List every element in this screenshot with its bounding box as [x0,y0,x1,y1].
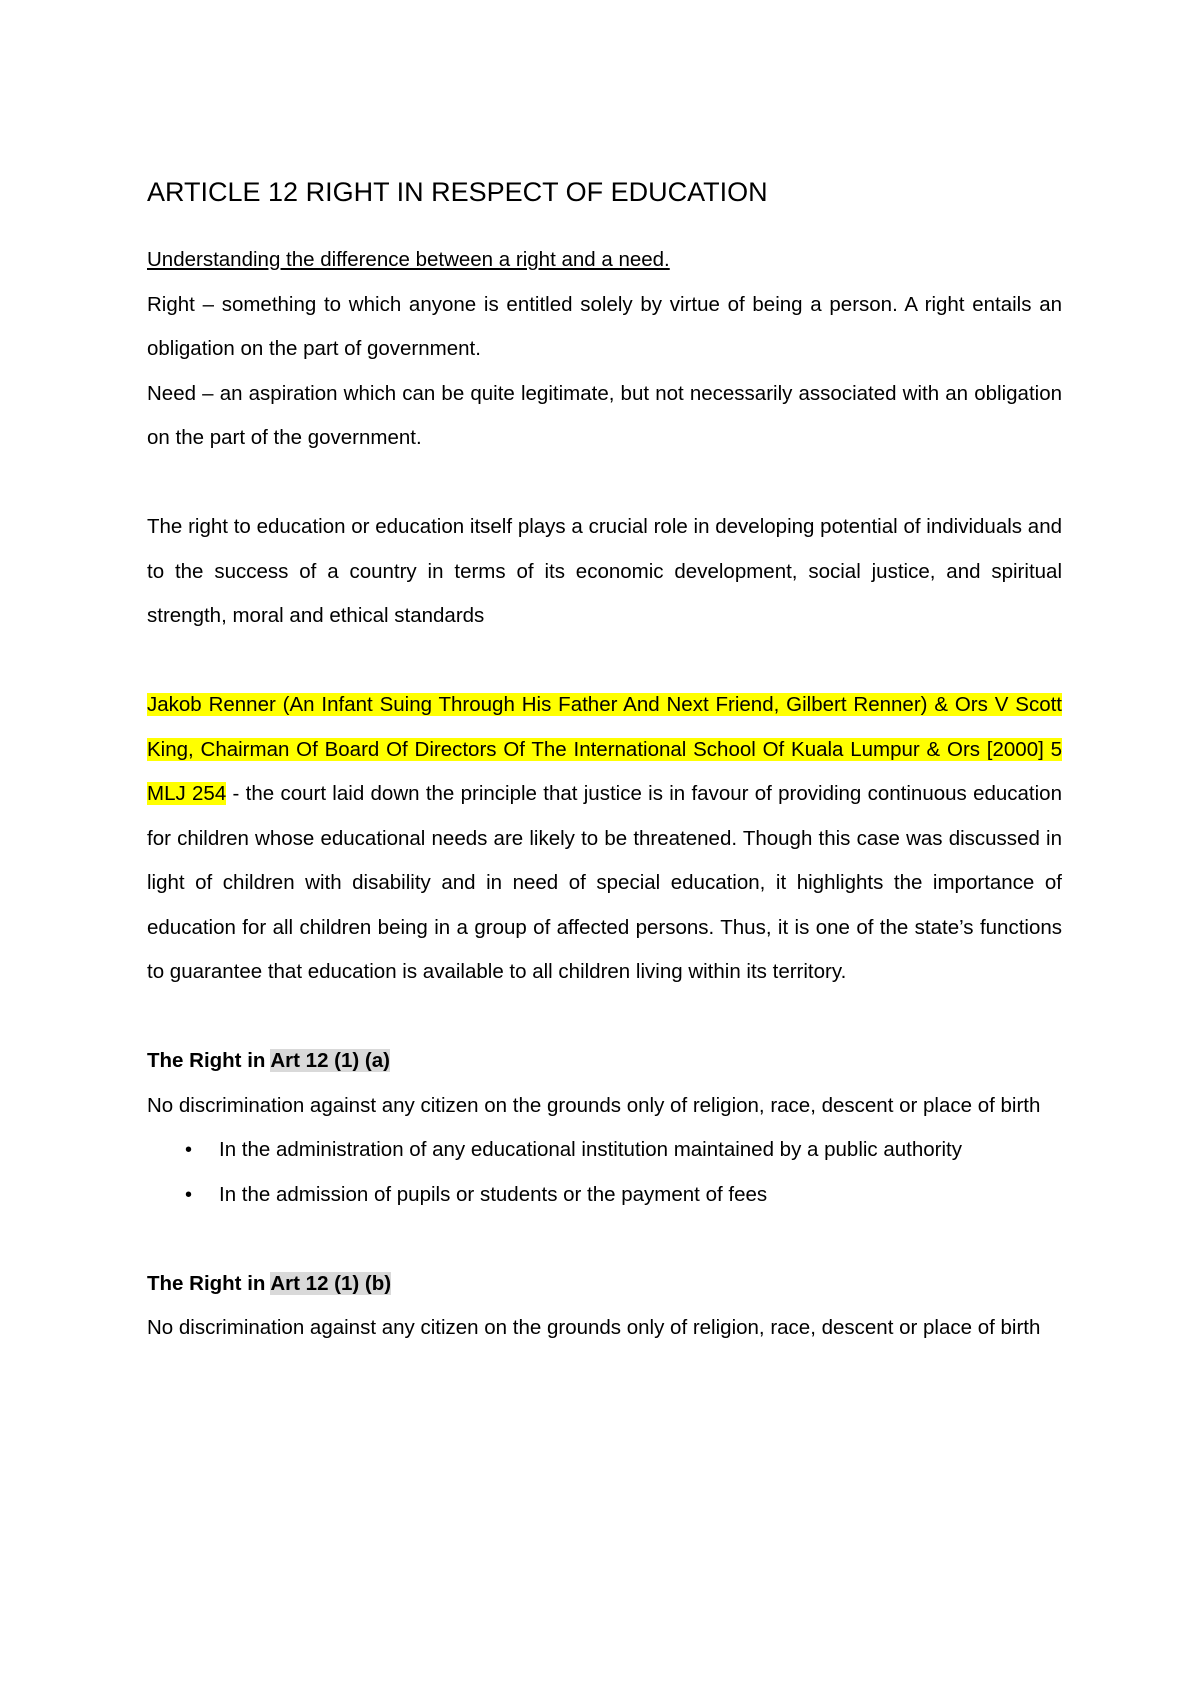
bullet-icon: • [185,1139,193,1161]
spacer [147,461,1062,506]
need-definition: Need – an aspiration which can be quite legitimate, but not necessarily associated with an obligation on the part of the government. [147,381,1062,449]
definitions-heading: Understanding the difference between a right and a need. [147,248,670,271]
spacer [147,1217,1062,1262]
section-a-text: No discrimination against any citizen on the grounds only of religion, race, descent or place of birth [147,1093,1041,1117]
list-item-text: In the admission of pupils or students or the payment of fees [219,1182,768,1206]
bullet-icon: • [185,1183,193,1206]
case-citation: Jakob Renner (An Infant Suing Through His Father And Next Friend, Gilbert Renner) & Ors V Scott King, Chairman Of Board Of Directors Of The International School Of Kuala Lumpur & Ors [2000] 5 MLJ 254 [147,693,1062,805]
list-item [147,1128,1062,1173]
section-a-heading-prefix: The Right in [147,1049,271,1072]
case-paragraph [147,683,1062,995]
section-b-text: No discrimination against any citizen on the grounds only of religion, race, descent or place of birth [147,1316,1041,1339]
page-title: ARTICLE 12 RIGHT IN RESPECT OF EDUCATION [147,177,768,207]
section-b-article-ref: Art 12 (1) (b) [270,1271,392,1295]
section-b-heading [147,1262,1062,1307]
list-item-text: In the administration of any educational institution maintained by a public authority [219,1138,963,1161]
right-definition: Right – something to which anyone is entitled solely by virtue of being a person. A right entails an obligation on the part of government. [147,292,1062,360]
section-a-article-ref: Art 12 (1) (a) [270,1049,390,1072]
section-a-heading [147,1039,1062,1084]
section-a-bullet-list [147,1128,1062,1217]
document-body [147,172,1062,1351]
list-item [147,1173,1062,1218]
spacer [147,639,1062,684]
section-b-heading-prefix: The Right in [147,1271,271,1295]
intro-paragraph: The right to education or education itself plays a crucial role in developing potential of individuals and to the success of a country in terms of its economic development, social justice, and spiritual strength, moral and ethical standards [147,515,1062,627]
spacer [147,995,1062,1040]
case-text: - the court laid down the principle that justice is in favour of providing continuous education for children whose educational needs are likely to be threatened. Though this case was discussed in light of children with disability and in need of special education, it highlights the importance of education for all children being in a group of affected persons. Thus, it is one of the state’s functions to guarantee that education is available to all children living within its territory. [147,782,1062,983]
